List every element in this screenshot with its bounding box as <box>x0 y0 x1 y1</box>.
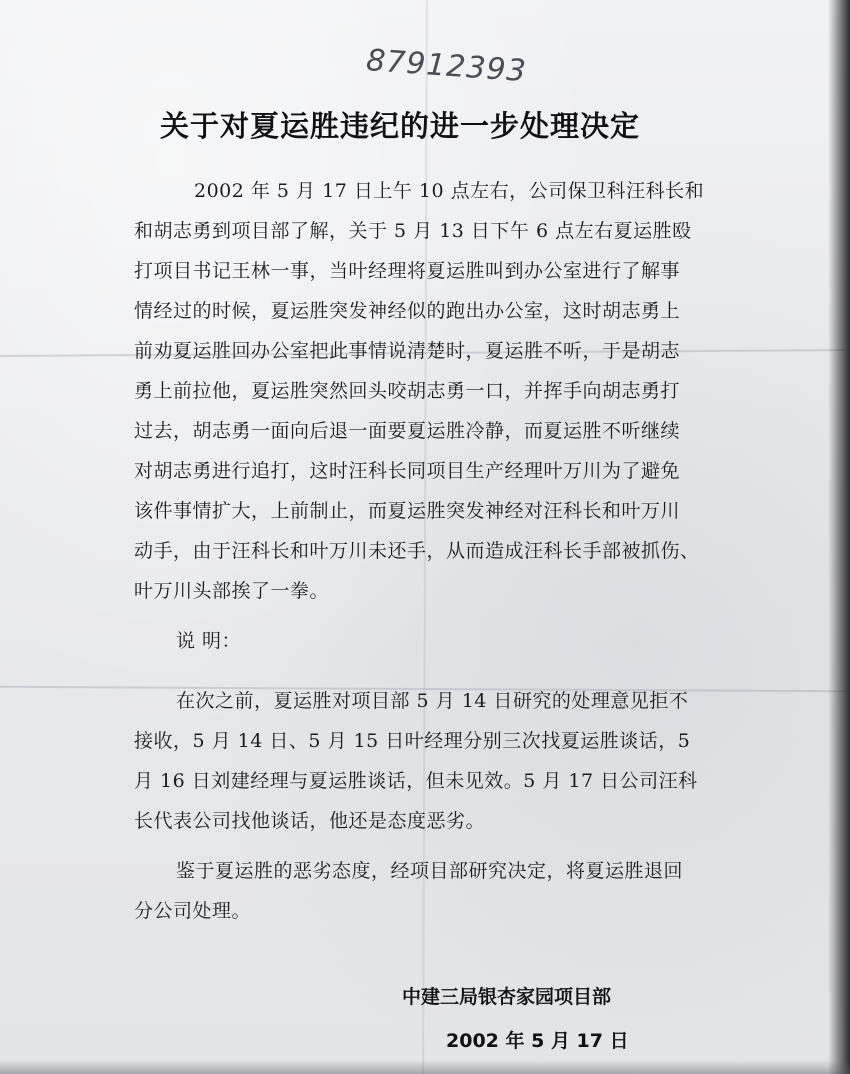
note-line: 在次之前，夏运胜对项目部 5 月 14 日研究的处理意见拒不 <box>176 690 689 712</box>
body-line: 叶万川头部挨了一拳。 <box>134 580 330 602</box>
body-line: 打项目书记王林一事，当叶经理将夏运胜叫到办公室进行了解事 <box>134 260 681 282</box>
signature-date: 2002 年 5 月 17 日 <box>446 1030 629 1052</box>
scan-edge-shadow <box>828 0 850 1074</box>
body-line: 前劝夏运胜回办公室把此事情说清楚时，夏运胜不听，于是胡志 <box>134 340 681 362</box>
handwritten-number: 87912393 <box>365 43 528 90</box>
body-line: 过去，胡志勇一面向后退一面要夏运胜冷静，而夏运胜不听继续 <box>134 420 681 442</box>
decision-line: 分公司处理。 <box>134 900 252 922</box>
body-line: 勇上前拉他，夏运胜突然回头咬胡志勇一口，并挥手向胡志勇打 <box>134 380 681 402</box>
body-line: 和胡志勇到项目部了解，关于 5 月 13 日下午 6 点左右夏运胜殴 <box>134 220 692 242</box>
note-heading: 说 明： <box>176 630 242 652</box>
signature-organization: 中建三局银杏家园项目部 <box>402 986 612 1008</box>
note-line: 月 16 日刘建经理与夏运胜谈话，但未见效。5 月 17 日公司汪科 <box>134 770 698 792</box>
document-title: 关于对夏运胜违纪的进一步处理决定 <box>160 109 641 143</box>
note-line: 长代表公司找他谈话，他还是态度恶劣。 <box>134 810 486 832</box>
scan-bottom-shadow <box>0 1060 850 1074</box>
body-line: 情经过的时候，夏运胜突发神经似的跑出办公室，这时胡志勇上 <box>134 300 681 322</box>
note-line: 接收，5 月 14 日、5 月 15 日叶经理分别三次找夏运胜谈话，5 <box>134 730 691 752</box>
decision-line: 鉴于夏运胜的恶劣态度，经项目部研究决定，将夏运胜退回 <box>176 860 684 882</box>
body-line: 该件事情扩大，上前制止，而夏运胜突发神经对汪科长和叶万川 <box>134 500 681 522</box>
body-line: 对胡志勇进行追打，这时汪科长同项目生产经理叶万川为了避免 <box>134 460 681 482</box>
body-line: 动手，由于汪科长和叶万川未还手，从而造成汪科长手部被抓伤、 <box>134 540 700 562</box>
body-line: 2002 年 5 月 17 日上午 10 点左右，公司保卫科汪科长和 <box>194 180 705 202</box>
